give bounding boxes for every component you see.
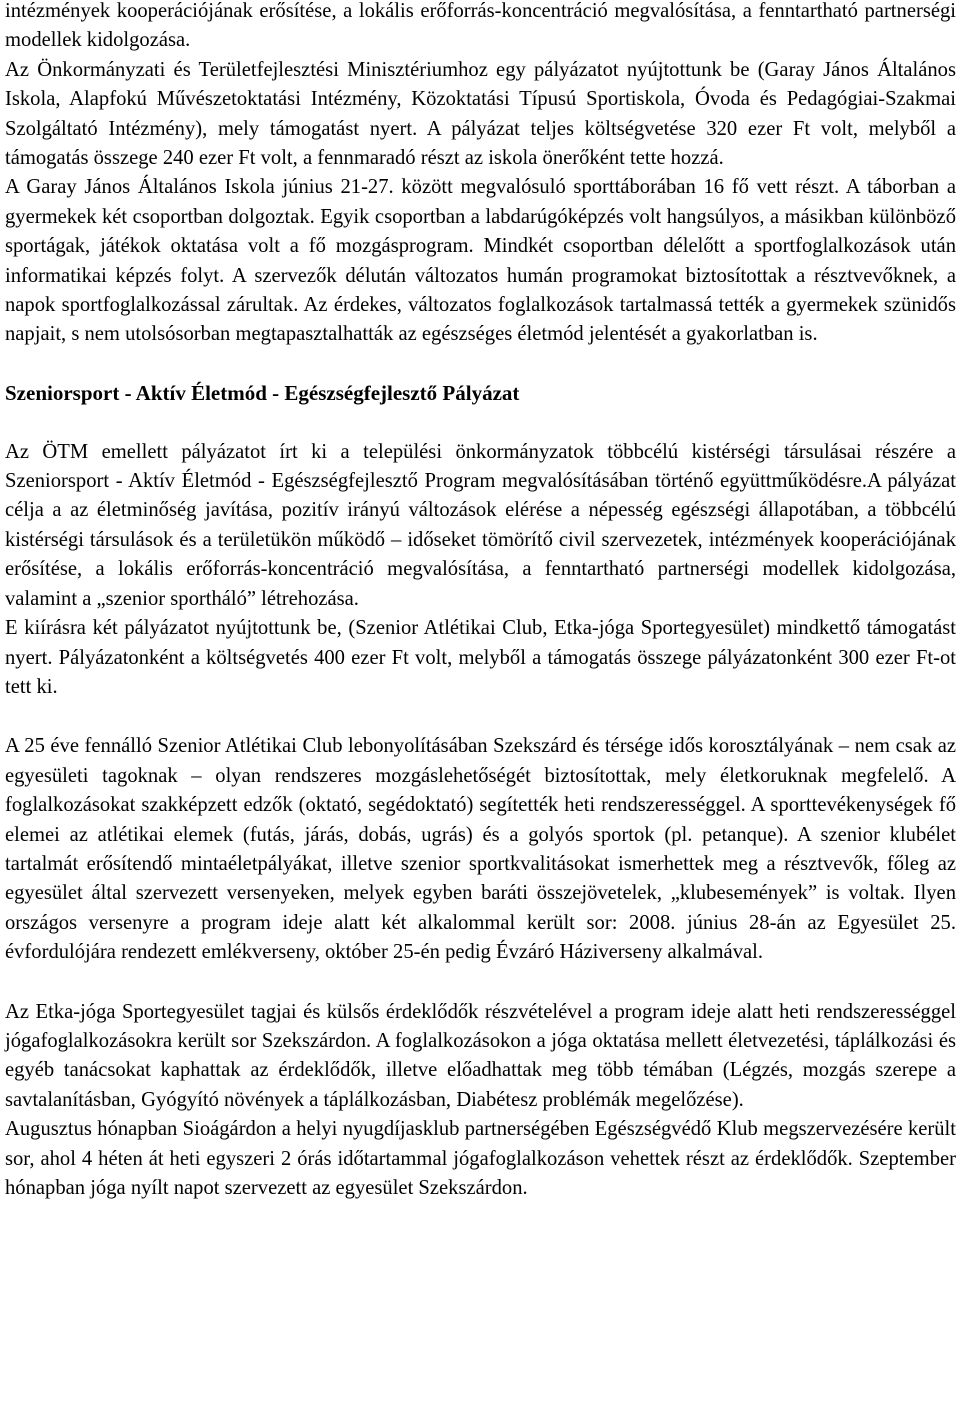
section-heading: Szeniorsport - Aktív Életmód - Egészségfejlesztő Pályázat [5,381,520,406]
document-page [5,0,956,1203]
paragraph-partnership-intro: intézmények kooperációjának erősítése, a lokális erőforrás-koncentráció megvalósítása, a fenntartható partnerségi modellek kidolgozása. [5,0,956,52]
paragraph-athletic-club: A 25 éve fennálló Szenior Atlétikai Club lebonyolításában Szekszárd és térsége idős korosztályának – nem csak az egyesületi tagoknak – olyan rendszeres mozgáslehetőségét biztosítottak, mely életkoruknak megfelelő. A foglalkozásokat szakképzett edzők (oktató, segédoktató) segítették heti rendszerességgel. A sporttevékenységek fő elemei az atlétikai elemek (futás, járás, dobás, ugrás) és a golyós sportok (pl. petanque). A szenior klubélet tartalmát erősítendő mintaéletpályákat, illetve szenior sportkvalitásokat ismerhettek meg a résztvevők, főleg az egyesület által szervezett versenyeken, melyek egyben baráti összejövetelek, „klubesemények” is voltak. Ilyen országos versenyre a program ideje alatt két alkalommal került sor: 2008. június 28-án az Egyesület 25. évfordulójára rendezett emlékverseny, október 25-én pedig Évzáró Háziverseny alkalmával. [5,735,956,964]
paragraph-ministry-application: Az Önkormányzati és Területfejlesztési Minisztériumhoz egy pályázatot nyújtottunk be (Garay János Általános Iskola, Alapfokú Művészetoktatási Intézmény, Közoktatási Típusú Sportiskola, Óvoda és Pedagógiai-Szakmai Szolgáltató Intézmény), mely támogatást nyert. A pályázat teljes költségvetése 320 ezer Ft volt, melyből a támogatás összege 240 ezer Ft volt, a fennmaradó részt az iskola önerőként tette hozzá. [5,58,956,170]
paragraph-otm-call: Az ÖTM emellett pályázatot írt ki a települési önkormányzatok többcélú kistérségi társulásai részére a Szeniorsport - Aktív Életmód - Egészségfejlesztő Program megvalósításában történő együttműködésre.A pályázat célja a az életminőség javítása, pozitív irányú változások elérése a népesség egészségi állapotában, a többcélú kistérségi társulások és a területükön működő – időseket tömörítő civil szervezetek, intézmények kooperációjának erősítése, a lokális erőforrás-koncentráció megvalósítása, a fenntartható partnerségi modellek kidolgozása, valamint a „szenior sportháló” létrehozása. [5,440,956,610]
paragraph-two-applications: E kiírásra két pályázatot nyújtottunk be, (Szenior Atlétikai Club, Etka-jóga Sportegyesület) mindkettő támogatást nyert. Pályázatonként a költségvetés 400 ezer Ft volt, melyből a támogatás összege pályázatonként 300 ezer Ft-ot tett ki. [5,617,956,698]
paragraph-sports-camp: A Garay János Általános Iskola június 21-27. között megvalósuló sporttáborában 16 fő vett részt. A táborban a gyermekek két csoportban dolgoztak. Egyik csoportban a labdarúgóképzés volt hangsúlyos, a másikban különböző sportágak, játékok oktatása volt a fő mozgásprogram. Mindkét csoportban délelőtt a sportfoglalkozások után informatikai képzés folyt. A szervezők délután változatos humán programokat biztosítottak a résztvevőknek, a napok sportfoglalkozással zárultak. Az érdekes, változatos foglalkozások tartalmassá tették a gyermekek szünidős napjait, s nem utolsósorban megtapasztalhatták az egészséges életmód jelentését a gyakorlatban is. [5,176,956,346]
paragraph-august-club: Augusztus hónapban Sioágárdon a helyi nyugdíjasklub partnerségében Egészségvédő Klub megszervezésére került sor, ahol 4 héten át heti egyszeri 2 órás időtartammal jógafoglalkozáson vehettek részt az érdeklődők. Szeptember hónapban jóga nyílt napot szervezett az egyesület Szekszárdon. [5,1118,956,1200]
paragraph-yoga-association: Az Etka-jóga Sportegyesület tagjai és külsős érdeklődők részvételével a program ideje alatt heti rendszerességgel jógafoglalkozásokra került sor Szekszárdon. A foglalkozásokon a jóga oktatása mellett életvezetési, táplálkozási és egyéb tanácsokat kaphattak az érdeklődők, illetve előadhattak meg több témában (Légzés, mozgás szerepe a savtalanításban, Gyógyító növények a táplálkozásban, Diabétesz problémák megelőzése). [5,1000,956,1111]
